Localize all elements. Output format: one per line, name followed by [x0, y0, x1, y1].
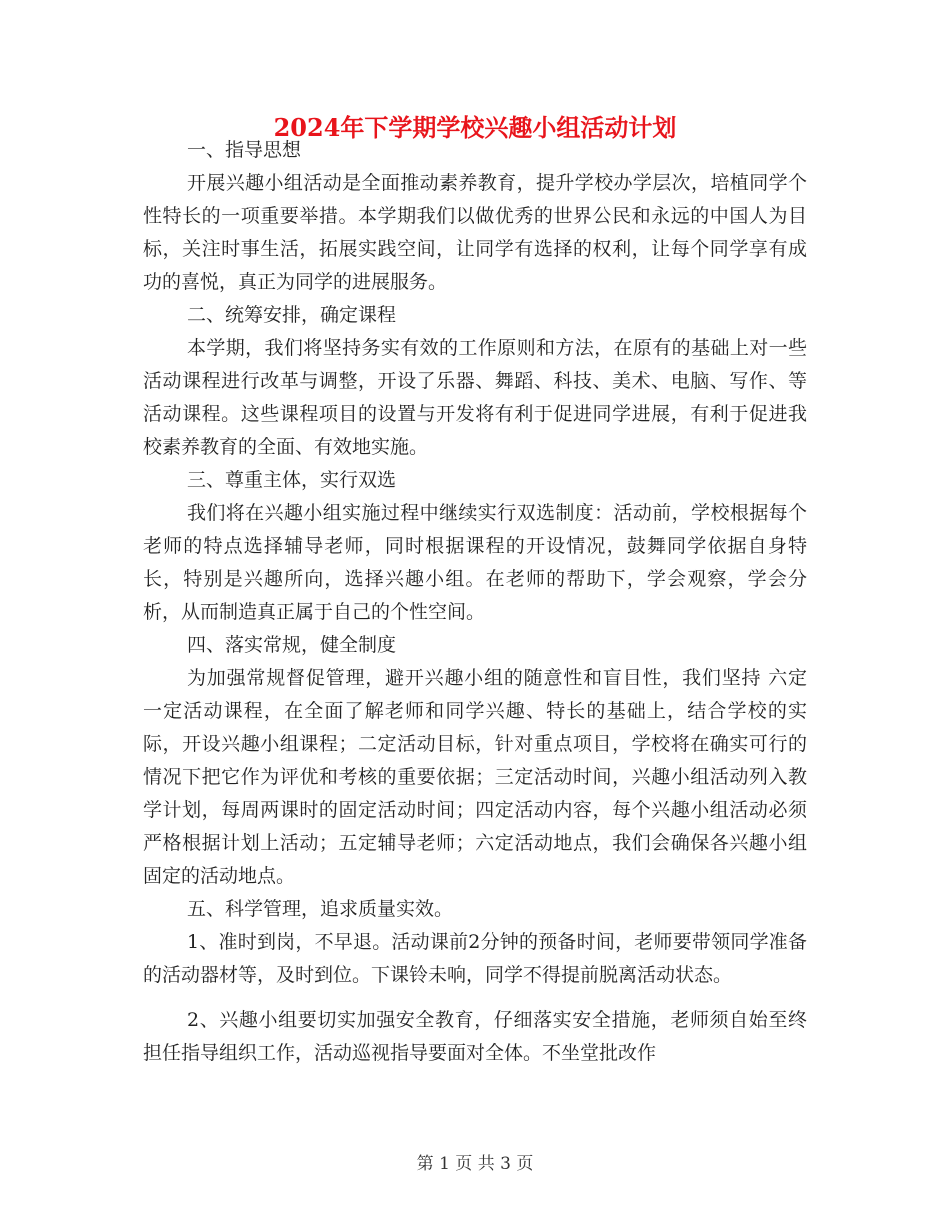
paragraph: 我们将在兴趣小组实施过程中继续实行双选制度：活动前，学校根据每个老师的特点选择辅导老师，同时根据课程的开设情况，鼓舞同学依据自身特长，特别是兴趣所向，选择兴趣小组。在老师的帮助下，学会观察，学会分析，从而制造真正属于自己的个性空间。 — [143, 502, 807, 623]
paragraph: 1、准时到岗，不早退。活动课前2分钟的预备时间，老师要带领同学准备的活动器材等，及时到位。下课铃未响，同学不得提前脱离活动状态。 — [143, 931, 807, 986]
page-footer: 第 1 页 共 3 页 — [416, 1154, 534, 1174]
paragraph: 为加强常规督促管理，避开兴趣小组的随意性和盲目性，我们坚持 六定 一定活动课程，在全面了解老师和同学兴趣、特长的基础上，结合学校的实际，开设兴趣小组课程；二定活动目标，针对重点项目，学校将在确实可行的情况下把它作为评优和考核的重要依据；三定活动时间，兴趣小组活动列入教学计划，每周两课时的固定活动时间；四定活动内容，每个兴趣小组活动必须严格根据计划上活动；五定辅导老师；六定活动地点，我们会确保各兴趣小组固定的活动地点。 — [143, 667, 807, 887]
section-heading: 五、科学管理，追求质量实效。 — [187, 898, 454, 920]
paragraph: 开展兴趣小组活动是全面推动素养教育，提升学校办学层次，培植同学个性特长的一项重要举措。本学期我们以做优秀的世界公民和永远的中国人为目标，关注时事生活，拓展实践空间，让同学有选择的权利，让每个同学享有成功的喜悦，真正为同学的进展服务。 — [143, 172, 807, 293]
document-title: 2024年下学期学校兴趣小组活动计划 — [273, 113, 677, 142]
paragraph: 2、兴趣小组要切实加强安全教育，仔细落实安全措施，老师须自始至终担任指导组织工作，活动巡视指导要面对全体。不坐堂批改作 — [143, 1009, 807, 1064]
section-heading: 一、指导思想 — [187, 139, 302, 161]
section-heading: 二、统筹安排，确定课程 — [187, 304, 397, 326]
section-heading: 四、落实常规，健全制度 — [187, 634, 397, 656]
document-body — [143, 134, 807, 1070]
section-heading: 三、尊重主体，实行双选 — [187, 469, 397, 491]
paragraph: 本学期，我们将坚持务实有效的工作原则和方法，在原有的基础上对一些活动课程进行改革与调整，开设了乐器、舞蹈、科技、美术、电脑、写作、等活动课程。这些课程项目的设置与开发将有利于促进同学进展，有利于促进我校素养教育的全面、有效地实施。 — [143, 337, 807, 458]
